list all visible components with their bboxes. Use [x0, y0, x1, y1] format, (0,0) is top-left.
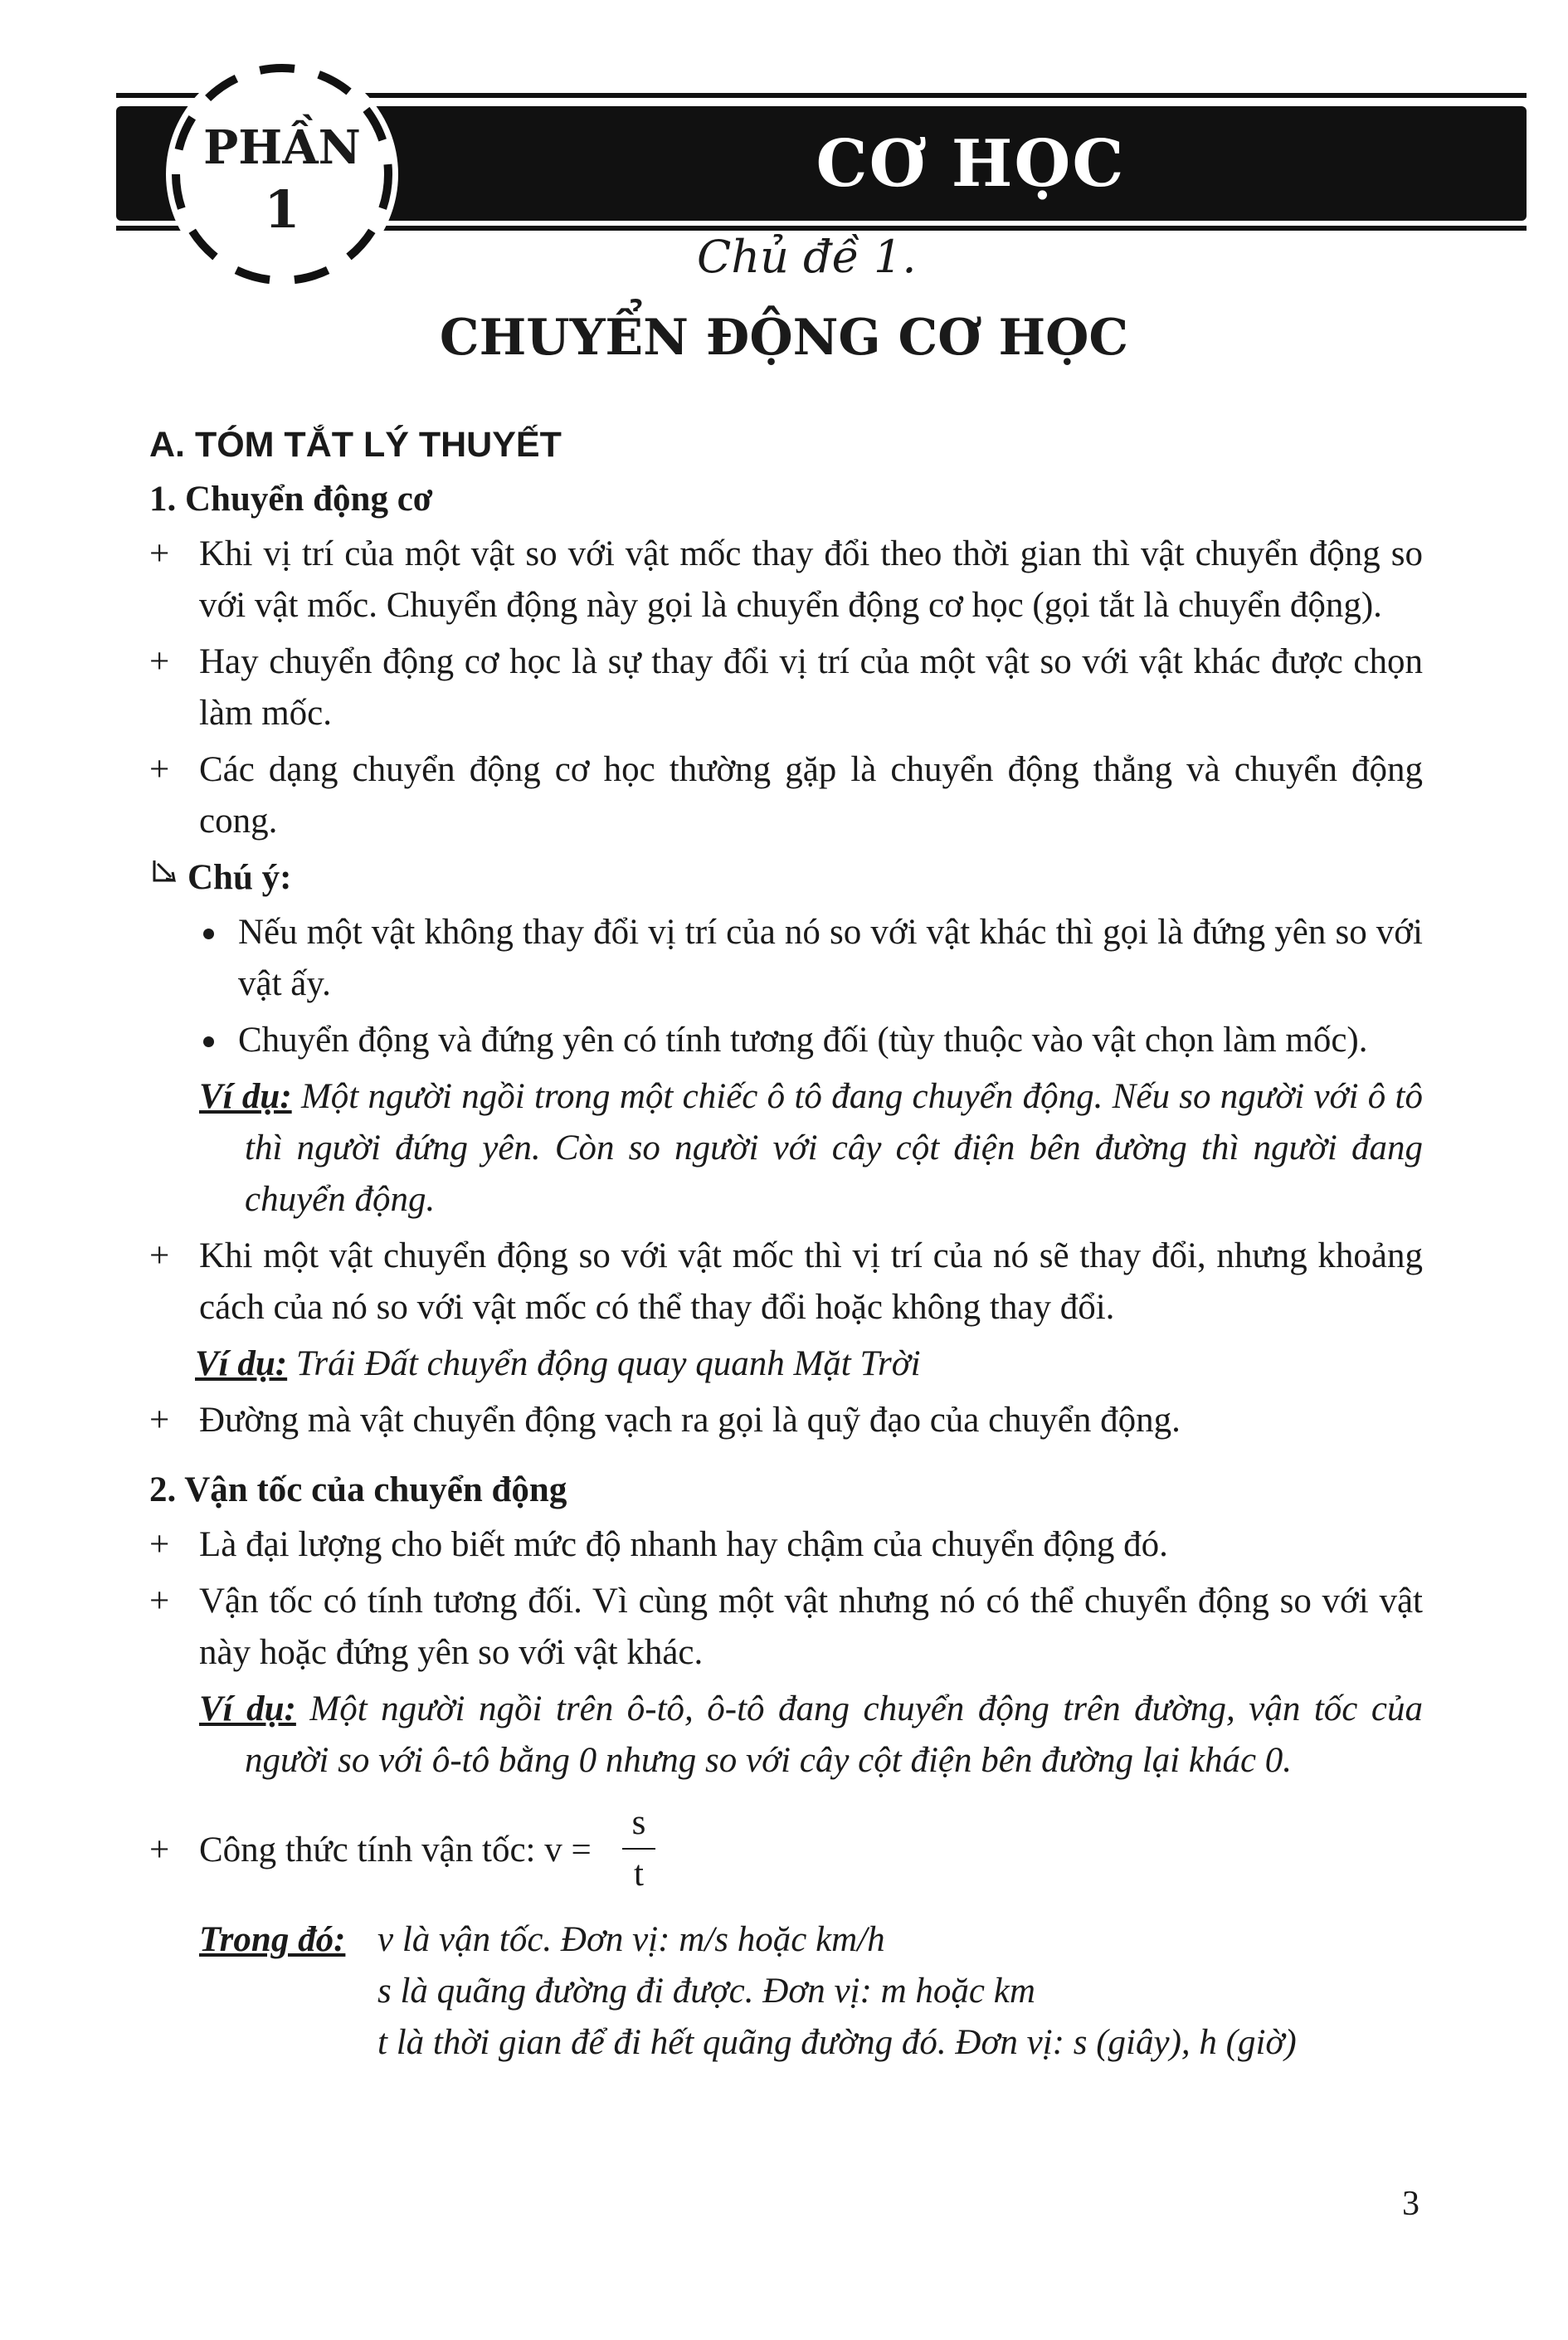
section-heading: A. TÓM TẮT LÝ THUYẾT	[149, 425, 562, 465]
topic-title: CHUYỂN ĐỘNG CƠ HỌC	[439, 309, 1129, 367]
part-badge	[166, 58, 398, 290]
list-item	[149, 1519, 1423, 1571]
definition-line: t là thời gian để đi hết quãng đường đó. Đơn vị: s (giây), h (giờ)	[377, 2023, 1297, 2062]
bullet-dot-icon	[203, 929, 214, 939]
example-text: Một người ngồi trên ô-tô, ô-tô đang chuyển động trên đường, vận tốc của người so với ô-tô bằng 0 nhưng so với cây cột điện bên đường lại khác 0.	[245, 1689, 1423, 1780]
plus-marker: +	[149, 1236, 170, 1275]
list-item-text: Đường mà vật chuyển động vạch ra gọi là quỹ đạo của chuyển động.	[199, 1401, 1181, 1440]
topic-label: Chủ đề 1.	[697, 231, 917, 283]
note-item-text: Chuyển động và đứng yên có tính tương đối (tùy thuộc vào vật chọn làm mốc).	[238, 1021, 1368, 1060]
formula-fraction	[622, 1801, 655, 1896]
plus-marker: +	[149, 1831, 170, 1870]
example-text: Một người ngồi trong một chiếc ô tô đang chuyển động. Nếu so người với ô tô thì người đứng yên. Còn so người với cây cột điện bên đường thì người đang chuyển động.	[245, 1077, 1423, 1219]
definitions-block	[149, 1914, 1423, 2069]
list-item	[149, 529, 1423, 631]
definitions-label: Trong đó:	[199, 1920, 346, 1959]
note-item	[149, 1015, 1423, 1066]
plus-marker: +	[149, 1525, 170, 1564]
list-item-text: Vận tốc có tính tương đối. Vì cùng một vật nhưng nó có thể chuyển động so với vật này hoặc đứng yên so với vật khác.	[199, 1582, 1423, 1672]
part-label: PHẦN	[203, 120, 361, 175]
list-item	[149, 636, 1423, 739]
example-label: Ví dụ:	[195, 1344, 288, 1383]
example-paragraph	[149, 1071, 1423, 1226]
list-item-text: Các dạng chuyển động cơ học thường gặp là chuyển động thẳng và chuyển động cong.	[199, 750, 1423, 841]
definition-line: s là quãng đường đi được. Đơn vị: m hoặc km	[377, 1972, 1035, 2011]
page-number: 3	[1402, 2185, 1419, 2223]
list-item	[149, 1395, 1423, 1446]
fraction-bar	[622, 1848, 655, 1850]
plus-marker: +	[149, 750, 170, 789]
note-heading	[149, 852, 1423, 904]
fraction-numerator: s	[631, 1803, 646, 1842]
example-paragraph	[149, 1338, 1423, 1390]
plus-marker: +	[149, 1401, 170, 1440]
list-item	[149, 1576, 1423, 1679]
bullet-dot-icon	[203, 1036, 214, 1047]
plus-marker: +	[149, 1582, 170, 1621]
list-item-text: Hay chuyển động cơ học là sự thay đổi vị trí của một vật so với vật khác được chọn làm mốc.	[199, 642, 1423, 733]
plus-marker: +	[149, 534, 170, 573]
subsection-heading-motion: 1. Chuyển động cơ	[149, 480, 433, 519]
page-content	[149, 419, 1423, 2069]
example-label: Ví dụ:	[199, 1077, 292, 1116]
list-item-text: Là đại lượng cho biết mức độ nhanh hay chậm của chuyển động đó.	[199, 1525, 1168, 1564]
list-item	[149, 1231, 1423, 1333]
subsection-heading-velocity: 2. Vận tốc của chuyển động	[149, 1470, 567, 1509]
chapter-title: CƠ HỌC	[816, 125, 1126, 202]
example-label: Ví dụ:	[199, 1689, 296, 1728]
pencil-note-icon	[149, 852, 187, 904]
fraction-denominator: t	[634, 1855, 644, 1894]
plus-marker: +	[149, 642, 170, 681]
list-item	[149, 744, 1423, 847]
definition-line: v là vận tốc. Đơn vị: m/s hoặc km/h	[377, 1920, 885, 1959]
part-number: 1	[264, 179, 300, 240]
note-item	[149, 907, 1423, 1010]
list-item-text: Khi vị trí của một vật so với vật mốc thay đổi theo thời gian thì vật chuyển động so với vật mốc. Chuyển động này gọi là chuyển động cơ học (gọi tắt là chuyển động).	[199, 534, 1423, 625]
list-item-text: Khi một vật chuyển động so với vật mốc thì vị trí của nó sẽ thay đổi, nhưng khoảng cách của nó so với vật mốc có thể thay đổi hoặc không thay đổi.	[199, 1236, 1423, 1327]
note-label: Chú ý:	[187, 858, 292, 897]
example-text: Trái Đất chuyển động quay quanh Mặt Trời	[287, 1344, 921, 1383]
example-paragraph	[149, 1684, 1423, 1787]
formula-text: Công thức tính vận tốc: v =	[199, 1831, 592, 1870]
note-item-text: Nếu một vật không thay đổi vị trí của nó so với vật khác thì gọi là đứng yên so với vật ấy.	[238, 913, 1423, 1003]
velocity-formula	[149, 1801, 1423, 1901]
